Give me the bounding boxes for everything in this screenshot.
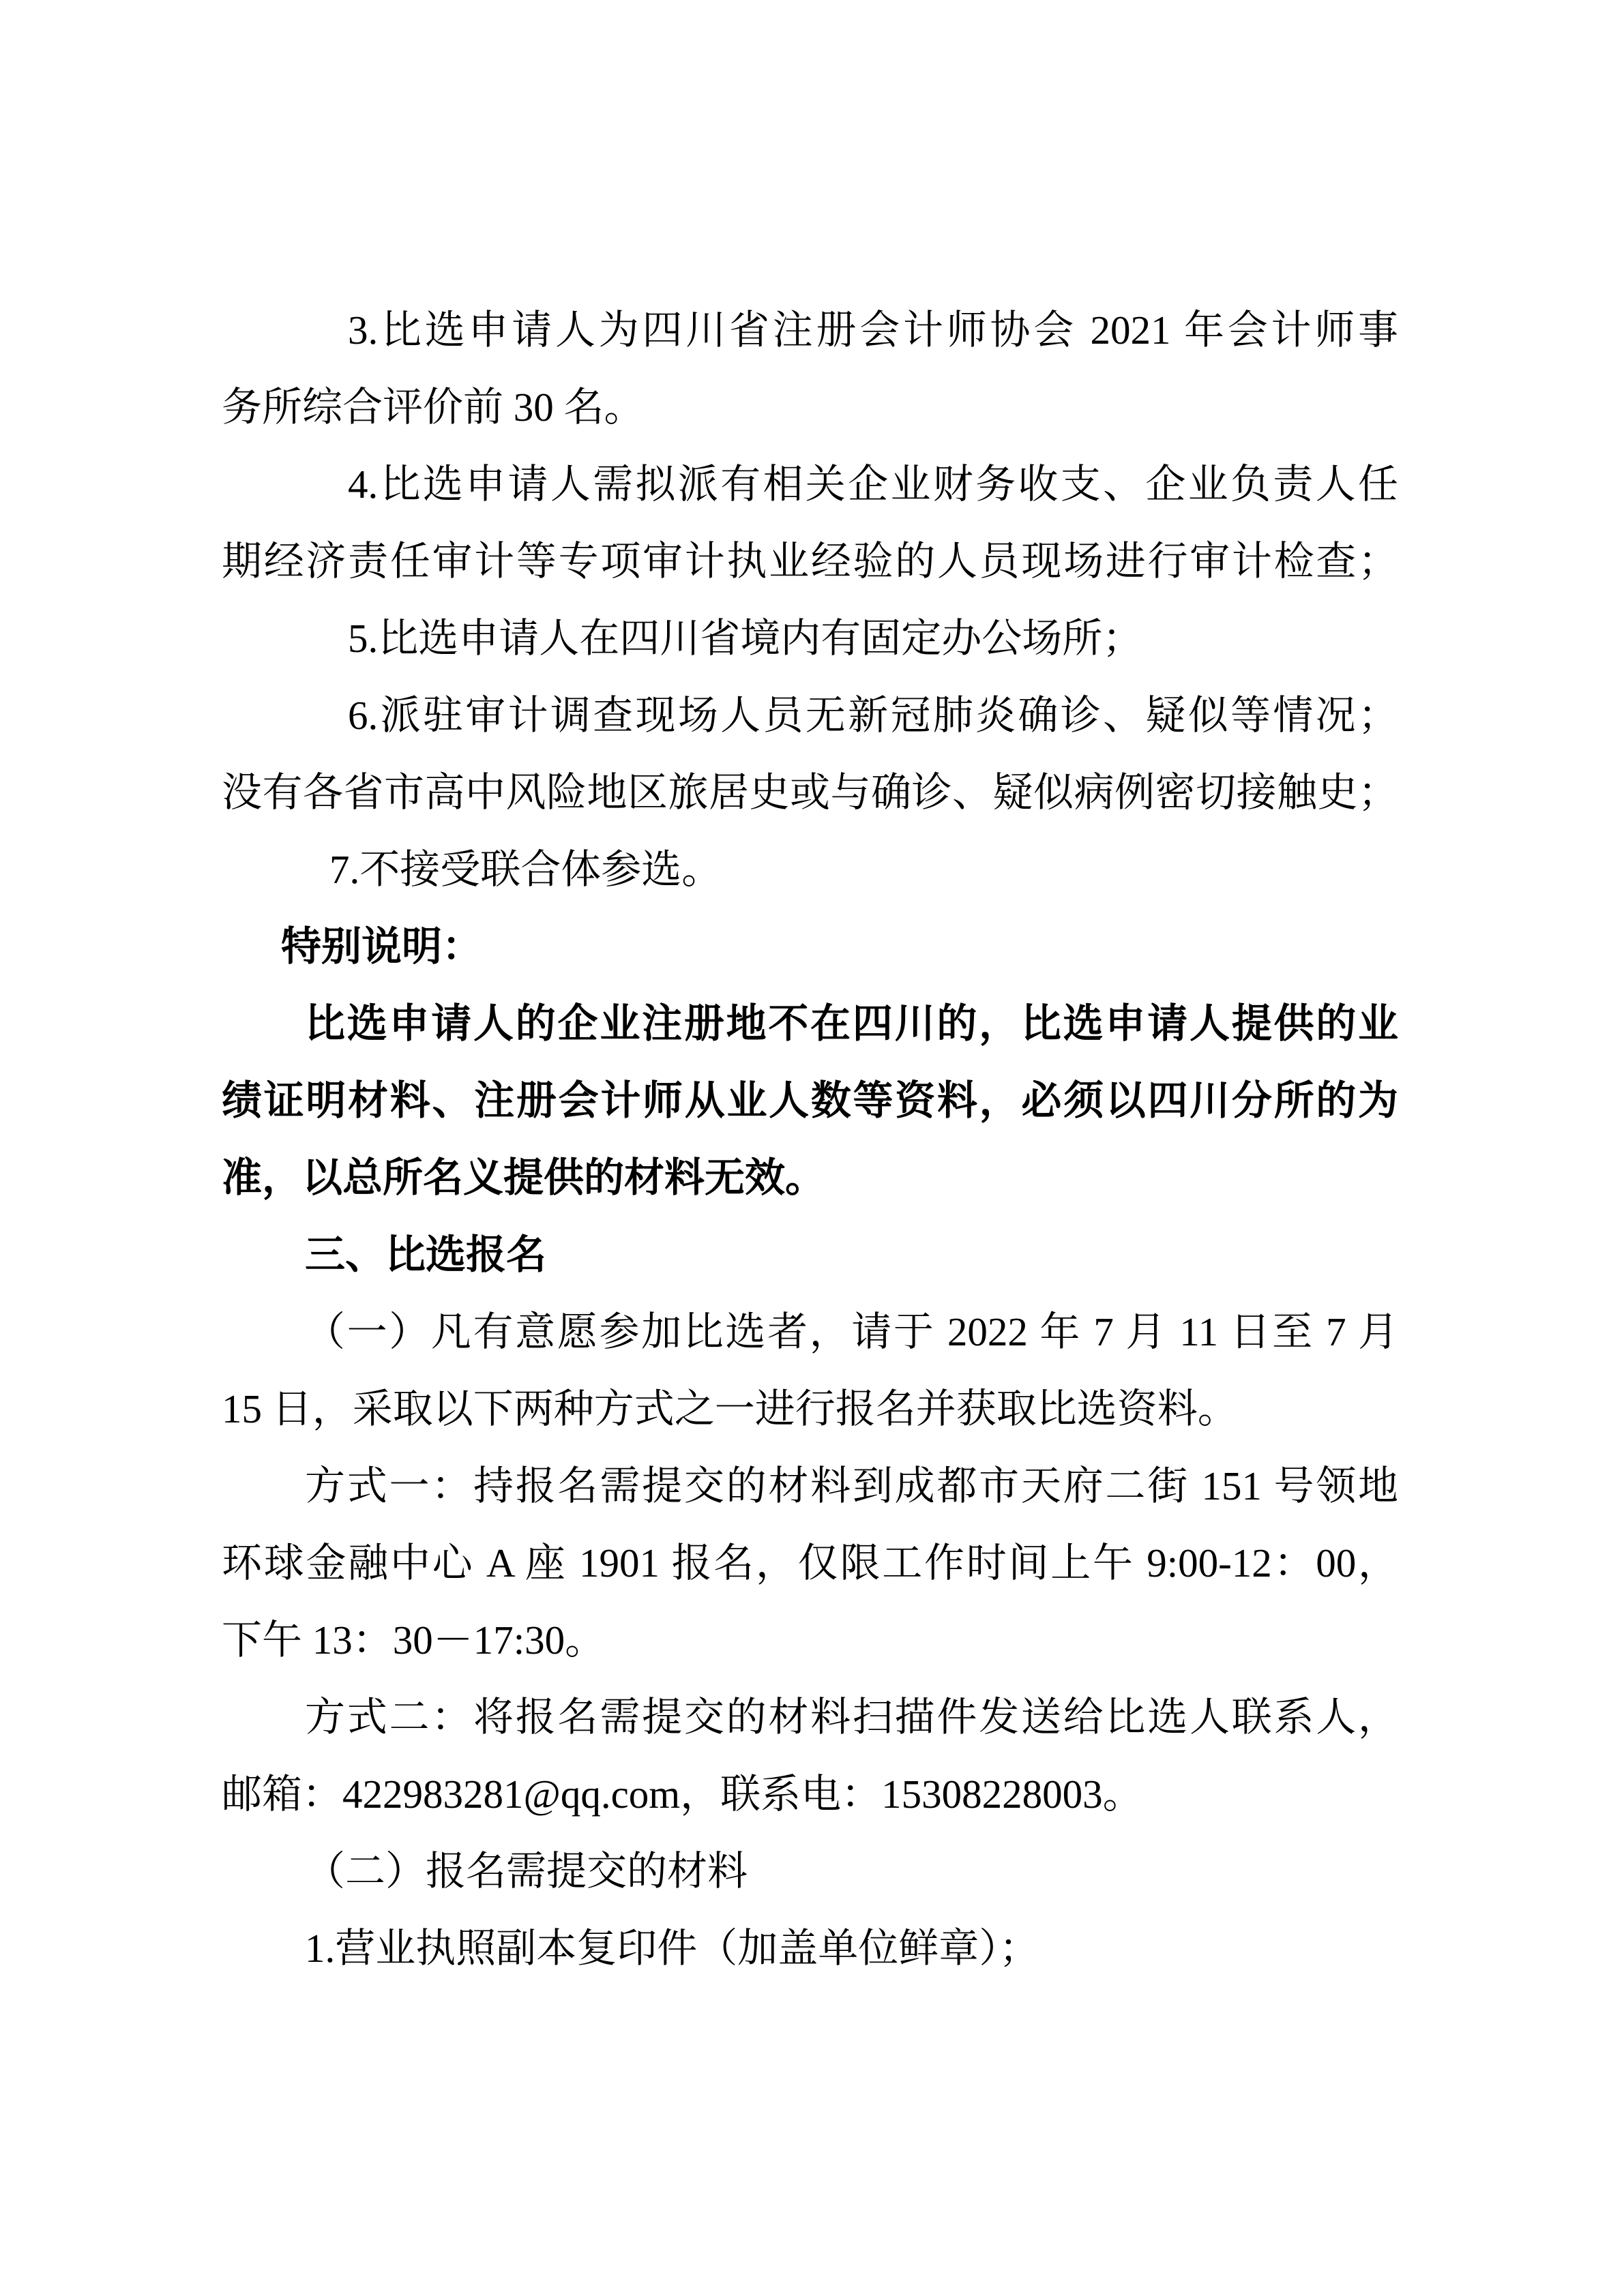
text-line: 4.比选申请人需拟派有相关企业财务收支、企业负责人任	[348, 462, 1398, 507]
document-body	[222, 292, 1398, 1987]
text-line: 15 日，采取以下两种方式之一进行报名并获取比选资料。	[222, 1386, 1238, 1431]
text-line: 7.不接受联合体参选。	[329, 847, 722, 892]
text-line: 5.比选申请人在四川省境内有固定办公场所；	[348, 616, 1143, 661]
text-line: 环球金融中心 A 座 1901 报名，仅限工作时间上午 9:00-12：00，	[222, 1540, 1398, 1585]
text-line: 邮箱：422983281@qq.com，联系电：15308228003。	[222, 1772, 1143, 1817]
text-line: （一）凡有意愿参加比选者，请于 2022 年 7 月 11 日至 7 月	[305, 1309, 1398, 1354]
text-line: 准，以总所名义提供的材料无效。	[222, 1155, 826, 1200]
text-line: 方式二：将报名需提交的材料扫描件发送给比选人联系人，	[305, 1695, 1398, 1740]
text-line: 方式一：持报名需提交的材料到成都市天府二街 151 号领地	[305, 1463, 1398, 1508]
text-line: 没有各省市高中风险地区旅居史或与确诊、疑似病例密切接触史；	[222, 770, 1398, 815]
text-line: 务所综合评价前 30 名。	[222, 385, 645, 430]
text-line: 6.派驻审计调查现场人员无新冠肺炎确诊、疑似等情况；	[348, 693, 1398, 738]
section-heading: 三、比选报名	[305, 1232, 547, 1277]
text-line: 期经济责任审计等专项审计执业经验的人员现场进行审计检查；	[222, 539, 1398, 584]
text-line: 1.营业执照副本复印件（加盖单位鲜章）；	[305, 1926, 1039, 1971]
emphasis-heading: 特别说明：	[281, 924, 483, 969]
text-line: 比选申请人的企业注册地不在四川的，比选申请人提供的业	[305, 1001, 1398, 1046]
text-line: 3.比选申请人为四川省注册会计师协会 2021 年会计师事	[348, 308, 1398, 353]
text-line: （二）报名需提交的材料	[305, 1849, 748, 1894]
text-line: 绩证明材料、注册会计师从业人数等资料，必须以四川分所的为	[222, 1078, 1398, 1123]
text-line: 下午 13：30－17:30。	[222, 1617, 606, 1663]
